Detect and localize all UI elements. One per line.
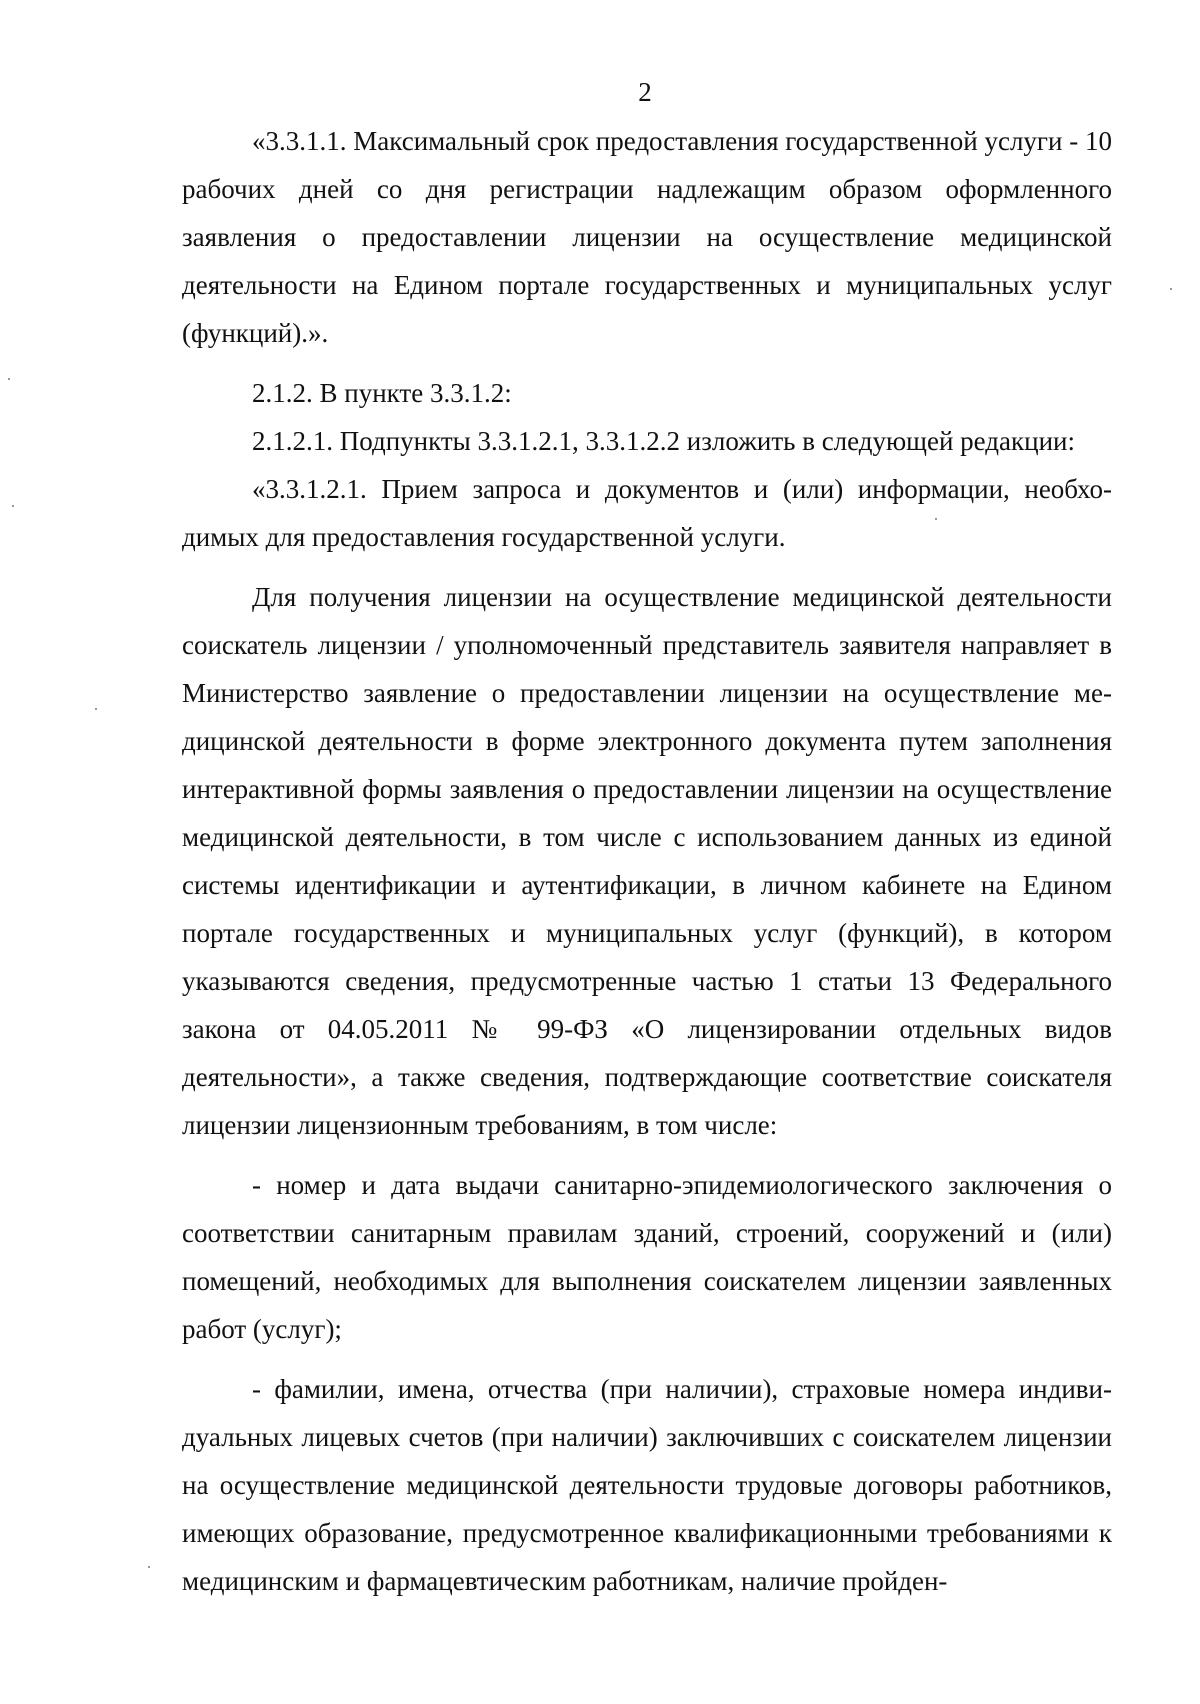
- scan-speck: [1170, 288, 1172, 290]
- scan-speck: [95, 708, 97, 710]
- paragraph-gap: [182, 1353, 1112, 1365]
- paragraph-gap: [182, 561, 1112, 573]
- scan-speck: [8, 378, 10, 380]
- paragraph-3-3-1-1: «3.3.1.1. Максимальный срок предоставления государственной услуги - 10 рабочих дней со дня регистрации надлежащим образом оформленного заявления о предоставлении лицензии на осуществление медицинской деятельности на Едином портале государственных и муниципальных услуг (функций).».: [182, 126, 1112, 348]
- scan-speck: [12, 505, 14, 507]
- paragraph-license-request: Для получения лицензии на осуществление медицинской деятельности соискатель лицензии / уполномоченный представитель заявителя направляет в Министерство заявление о предоставлении лицензии на осуществление медицинской деятельности в форме электронного документа путем заполнения интерактивной формы заявления о предоставлении лицензии на осуществление медицинской деятельности, в том числе с использованием данных из единой системы идентификации и аутентификации, в личном кабинете на Едином портале государственных и муниципальных услуг (функций), в котором указываются сведения, предусмотренные частью 1 статьи 13 Федерального закона от 04.05.2011 № 99-ФЗ «О лицензировании отдельных видов деятельности», а также сведения, подтверждающие соответствие соискателя лицензии лицензионным требованиям, в том числе:: [182, 582, 1112, 1140]
- paragraph-2-1-2: 2.1.2. В пункте 3.3.1.2:: [252, 378, 512, 408]
- paragraph-gap: [182, 1149, 1112, 1161]
- paragraph-gap: [182, 357, 1112, 369]
- list-item-employees: - фамилии, имена, отчества (при наличии), страховые номера индивидуальных лицевых счетов (при наличии) заключивших с соискателем лицензии на осуществление медицинской деятельности трудовые договоры работников, имеющих образование, предусмотренное квалификационными требованиями к медицинским и фармацевтическим работникам, наличие пройден-: [182, 1374, 1112, 1596]
- scan-speck: [148, 1566, 150, 1568]
- document-body: [182, 117, 1112, 1605]
- scan-speck: [935, 518, 937, 520]
- page-number: 2: [638, 77, 652, 107]
- list-item-sanitary-conclusion: - номер и дата выдачи санитарно-эпидемиологического заключения о соответствии санитарным правилам зданий, строений, сооружений и (или) помещений, необходимых для выполнения соискателем лицензии заявленных работ (услуг);: [182, 1170, 1112, 1344]
- paragraph-3-3-1-2-1: «3.3.1.2.1. Прием запроса и документов и (или) информации, необходимых для предоставления государственной услуги.: [182, 474, 1112, 552]
- paragraph-2-1-2-1: 2.1.2.1. Подпункты 3.3.1.2.1, 3.3.1.2.2 изложить в следующей редакции:: [252, 426, 1075, 456]
